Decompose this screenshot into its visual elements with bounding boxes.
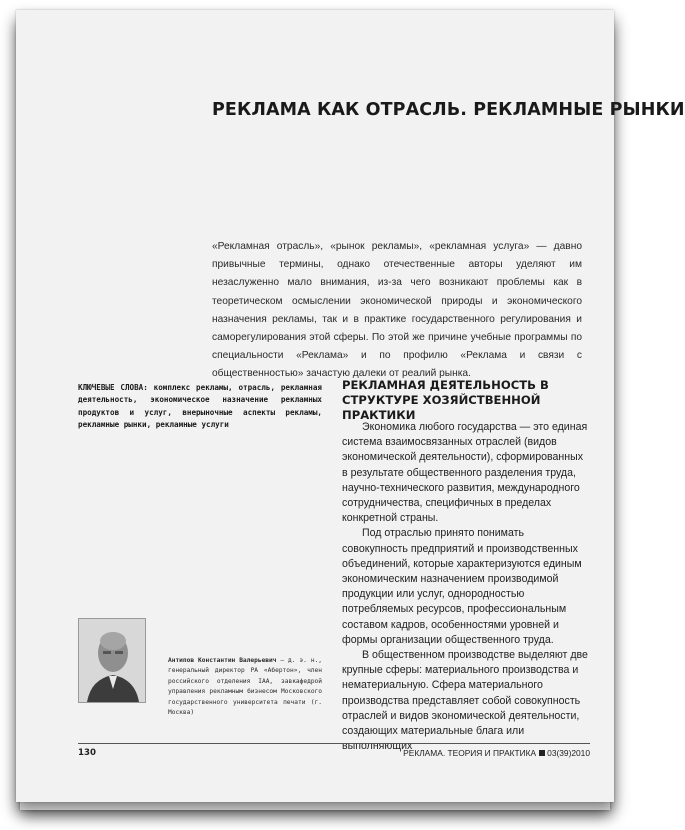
footer-journal (403, 748, 590, 758)
footer-rule (78, 743, 590, 744)
author-info (168, 656, 322, 718)
magazine-page (16, 10, 685, 802)
author-photo (78, 618, 146, 703)
journal-name: РЕКЛАМА. ТЕОРИЯ И ПРАКТИКА (403, 748, 537, 758)
body-paragraph-1: Экономика любого государства — это единая система взаимосвязанных отраслей (видов экономической деятельности), сформированных в результате общественного разделения труда, научно-технического развития, международного сотрудничества, специфичных в пределах конкретной страны. (342, 421, 588, 525)
keywords-text: комплекс рекламы, отрасль, рекламная деятельность, экономическое назначение рекламных продуктов и услуг, внерыночные аспекты рекламы, рекламные рынки, рекламные услуги (78, 383, 322, 429)
keywords-label: КЛЮЧЕВЫЕ СЛОВА: (78, 383, 148, 392)
issue-number: 03(39)2010 (547, 748, 590, 758)
author-name: Антипов Константин Валерьевич (168, 657, 277, 664)
article-title: РЕКЛАМА КАК ОТРАСЛЬ. РЕКЛАМНЫЕ РЫНКИ (212, 100, 685, 120)
article-body (342, 420, 590, 754)
square-bullet-icon (539, 750, 545, 756)
body-paragraph-3: В общественном производстве выделяют две крупные сферы: материального производства и нематериальную. Сфера материального производства представляет собой совокупность отраслей и видов экономической деятельности, создающих материальные блага или выполняющих (342, 649, 588, 753)
section-heading: РЕКЛАМНАЯ ДЕЯТЕЛЬНОСТЬ В СТРУКТУРЕ ХОЗЯЙСТВЕННОЙ ПРАКТИКИ (342, 378, 549, 422)
lead-paragraph: «Рекламная отрасль», «рынок рекламы», «рекламная услуга» — давно привычные термины, однако отечественные авторы уделяют им незаслуженно мало внимания, из-за чего возникают проблемы как в теоретическом осмыслении экономической природы и экономического назначения рекламы, так и в практике государственного регулирования и саморегулирования этой сферы. По этой же причине учебные программы по специальности «Реклама» и по профилю «Реклама и связи с общественностью» зачастую далеки от реалий рынка. (212, 241, 582, 380)
keywords-block (78, 382, 322, 431)
body-paragraph-2: Под отраслью принято понимать совокупность предприятий и производственных объединений, которые характеризуются единым экономическим назначением производимой продукции или услуг, однородностью потребляемых ресурсов, профессиональным составом кадров, особенностями уровней и формы организации общественного труда. (342, 527, 582, 646)
author-bio: — д. э. н., генеральный директор РА «Абертон», член российского отделения IAA, завкафедрой управления рекламным бизнесом Московского государственного университета печати (г. Москва) (168, 657, 322, 717)
page-number: 130 (78, 748, 96, 758)
